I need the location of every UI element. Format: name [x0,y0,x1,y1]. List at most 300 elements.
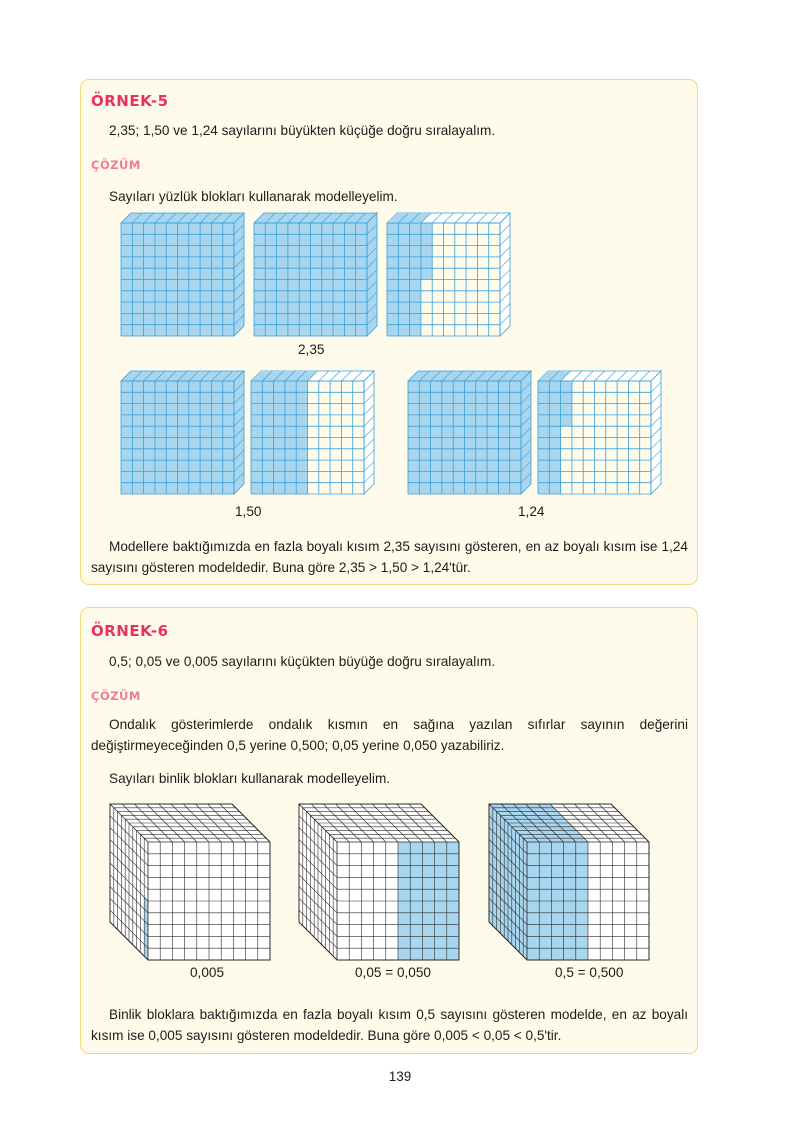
hundred-block-cell [155,392,166,403]
hundred-block-cell [487,449,498,460]
hundred-block-cell [288,313,299,324]
hundred-block-cell [223,404,234,415]
hundred-block-cell [211,257,222,268]
hundred-block-cell [285,449,296,460]
hundred-block-cell [274,471,285,482]
hundred-block-cell [344,268,355,279]
hundred-block-cell [132,268,143,279]
hundred-block-cell [223,449,234,460]
hundred-block-cell [262,404,273,415]
hundred-block-cell [223,483,234,494]
hundred-block-cell [288,246,299,257]
hundred-block-cell [311,223,322,234]
hundred-block-cell [549,404,560,415]
hundred-block-cell [442,483,453,494]
hundred-block-cell [356,280,367,291]
hundred-block-cell [442,415,453,426]
hundred-block-cell [200,280,211,291]
hundred-block-cell [262,392,273,403]
hundred-block-cell [251,460,262,471]
hundred-block-cell [421,257,432,268]
hundred-block-cell [442,392,453,403]
hundred-block-cell [299,234,310,245]
hundred-block-cell [431,449,442,460]
hundred-block-cell [155,438,166,449]
hundred-block-cell [189,438,200,449]
hundred-block-cell [487,426,498,437]
hundred-block-cell [265,246,276,257]
hundred-block-cell [144,460,155,471]
hundred-block-cell [211,438,222,449]
hundred-block-cell [211,392,222,403]
hundred-block-cell [200,483,211,494]
hundred-block-cell [419,471,430,482]
hundred-block-cell [277,234,288,245]
hundred-block-cell [262,460,273,471]
hundred-block-cell [166,246,177,257]
hundred-block-cell [189,471,200,482]
hundred-block-cell [465,471,476,482]
hundred-block-cell [144,438,155,449]
hundred-block-cell [189,381,200,392]
hundred-block-cell [254,313,265,324]
hundred-block-cell [453,471,464,482]
hundred-block-cell [155,415,166,426]
hundred-block-cell [200,392,211,403]
hundred-block-cell [265,325,276,336]
hundred-block-cell [277,313,288,324]
hundred-block-cell [277,302,288,313]
hundred-block-cell [277,325,288,336]
hundred-block-cell [155,313,166,324]
hundred-block-cell [408,415,419,426]
hundred-block-cell [178,257,189,268]
hundred-block-cell [254,223,265,234]
hundred-block-cell [121,257,132,268]
label-0-5: 0,5 = 0,500 [555,965,624,980]
hundred-block-cell [166,223,177,234]
hundred-block-cell [487,381,498,392]
hundred-block-cell [356,223,367,234]
hundred-block-cell [166,325,177,336]
hundred-block-cell [476,426,487,437]
hundred-block-cell [166,426,177,437]
hundred-block-cell [453,392,464,403]
hundred-block-cell [121,460,132,471]
hundred-block-cell [178,223,189,234]
label-1-50: 1,50 [235,504,262,519]
hundred-block-cell [189,483,200,494]
hundred-block-cell [311,246,322,257]
hundred-block-cell [166,302,177,313]
hundred-block-cell [333,325,344,336]
hundred-block-cell [387,291,398,302]
hundred-block-cell [223,246,234,257]
hundred-block-cell [189,280,200,291]
hundred-block-cell [200,381,211,392]
hundred-block-cell [262,415,273,426]
hundred-block-cell [211,415,222,426]
hundred-block-cell [274,392,285,403]
hundred-block-cell [408,460,419,471]
hundred-block-cell [144,291,155,302]
hundred-block-cell [274,415,285,426]
hundred-block-cell [274,483,285,494]
hundred-block-cell [311,291,322,302]
hundred-block-cell [262,426,273,437]
hundred-block-cell [510,415,521,426]
hundred-block-cell [223,426,234,437]
cube-left-shade [144,897,148,960]
hundred-block-cell [132,415,143,426]
hundred-block-cell [132,460,143,471]
hundred-block-cell [333,291,344,302]
hundred-block-cell [189,460,200,471]
hundred-block-cell [121,471,132,482]
hundred-block-cell [223,438,234,449]
hundred-block-cell [262,449,273,460]
hundred-block-cell [538,404,549,415]
example-6-question: 0,5; 0,05 ve 0,005 sayılarını küçükten büyüğe doğru sıralayalım. [109,654,496,669]
hundred-block-cell [510,460,521,471]
hundred-block-cell [121,438,132,449]
example-5-solution-label: ÇÖZÜM [91,158,141,172]
hundred-block-cell [189,291,200,302]
hundred-block-cell [265,302,276,313]
hundred-block-cell [356,325,367,336]
hundred-block-cell [356,257,367,268]
hundred-block-cell [410,234,421,245]
hundred-block-cell [178,381,189,392]
hundred-block-cell [410,325,421,336]
hundred-block-cell [288,234,299,245]
hundred-block-cell [299,257,310,268]
hundred-block-cell [121,392,132,403]
hundred-block-cell [200,268,211,279]
hundred-block-cell [178,246,189,257]
hundred-block-cell [453,381,464,392]
hundred-block-cell [510,438,521,449]
hundred-block-cell [288,223,299,234]
hundred-block-cell [251,449,262,460]
example-6-conclusion: Binlik bloklara baktığımızda en fazla boyalı kısım 0,5 sayısını gösteren modelde, en az boyalı kısım ise 0,005 sayısını gösteren modeldedir. Buna göre 0,005 < 0,05 < 0,5'tir. [91,1007,688,1043]
hundred-block-cell [155,426,166,437]
hundred-block-cell [211,449,222,460]
hundred-block-cell [166,438,177,449]
hundred-block-cell [178,313,189,324]
hundred-block-cell [311,302,322,313]
hundred-block-cell [487,460,498,471]
hundred-block-cell [453,415,464,426]
hundred-block-cell [265,257,276,268]
hundred-block-cell [561,404,572,415]
hundred-block-cell [442,404,453,415]
hundred-block-cell [254,302,265,313]
hundred-block-cell [465,460,476,471]
hundred-block-cell [166,291,177,302]
hundred-block-cell [178,234,189,245]
hundred-block-cell [549,392,560,403]
hundred-block-cell [465,438,476,449]
hundred-block-cell [132,223,143,234]
hundred-block-cell [288,268,299,279]
hundred-block-cell [311,257,322,268]
hundred-block-cell [299,302,310,313]
hundred-block-cell [144,223,155,234]
hundred-block-cell [387,257,398,268]
hundred-block-cell [211,246,222,257]
hundred-block-cell [166,313,177,324]
hundred-block-cell [265,313,276,324]
hundred-block-cell [408,471,419,482]
hundred-block-cell [296,426,307,437]
hundred-block-cell [189,449,200,460]
hundred-block-cell [121,449,132,460]
hundred-block-cell [211,291,222,302]
hundred-block-cell [265,268,276,279]
hundred-block-cell [398,268,409,279]
hundred-block-cell [538,415,549,426]
hundred-block-cell [189,325,200,336]
hundred-block-cell [398,280,409,291]
hundred-block-cell [465,449,476,460]
hundred-block-cell [410,223,421,234]
hundred-block-cell [311,268,322,279]
hundred-block-cell [211,325,222,336]
hundred-block-cell [285,426,296,437]
hundred-block-cell [344,302,355,313]
hundred-block-cell [333,268,344,279]
hundred-block-cell [155,381,166,392]
hundred-block-cell [251,415,262,426]
hundred-block-cell [132,426,143,437]
hundred-block-cell [398,223,409,234]
hundred-block-cell [356,268,367,279]
hundred-block-cell [453,438,464,449]
hundred-block-cell [155,449,166,460]
hundred-block-cell [132,438,143,449]
hundred-block-cell [442,438,453,449]
hundred-block-cell [144,381,155,392]
hundred-block-cell [322,325,333,336]
hundred-block-cell [223,471,234,482]
hundred-block-cell [155,268,166,279]
hundred-block-cell [144,392,155,403]
hundred-block-cell [132,257,143,268]
hundred-block-cell [356,302,367,313]
hundred-block-cell [431,438,442,449]
hundred-block-cell [211,381,222,392]
hundred-block-cell [121,291,132,302]
hundred-block-cell [408,438,419,449]
hundred-block-cell [121,268,132,279]
hundred-block-cell [251,381,262,392]
hundred-block-cell [476,404,487,415]
hundred-block-cell [132,325,143,336]
hundred-block-cell [410,246,421,257]
hundred-block-cell [431,381,442,392]
hundred-block-cell [211,280,222,291]
hundred-block-cell [132,471,143,482]
hundred-block-cell [254,291,265,302]
hundred-block-cell [200,246,211,257]
hundred-block-cell [178,302,189,313]
hundred-block-cell [132,313,143,324]
hundred-block-cell [200,438,211,449]
hundred-block-cell [200,325,211,336]
hundred-block-cell [211,426,222,437]
hundred-block-cell [155,325,166,336]
hundred-block-cell [549,426,560,437]
hundred-block-cell [166,381,177,392]
hundred-block-cell [311,280,322,291]
hundred-block-cell [476,381,487,392]
hundred-block-cell [132,291,143,302]
hundred-block-cell [200,313,211,324]
hundred-block-cell [538,483,549,494]
hundred-block-cell [223,302,234,313]
hundred-block-cell [442,449,453,460]
hundred-block-cell [333,280,344,291]
hundred-block-cell [121,302,132,313]
hundred-block-cell [144,302,155,313]
hundred-block-cell [262,381,273,392]
hundred-block-cell [561,392,572,403]
example-6-intro: Sayıları binlik blokları kullanarak modelleyelim. [109,771,391,786]
hundred-block-cell [178,415,189,426]
hundred-block-cell [408,381,419,392]
hundred-block-cell [155,404,166,415]
hundred-block-cell [274,381,285,392]
page-number: 139 [388,1069,412,1084]
hundred-block-cell [189,302,200,313]
hundred-block-cell [299,280,310,291]
hundred-block-cell [322,280,333,291]
hundred-block-cell [410,313,421,324]
hundred-block-cell [189,223,200,234]
hundred-block-cell [132,449,143,460]
hundred-block-cell [144,325,155,336]
hundred-block-cell [476,449,487,460]
hundred-block-cell [178,483,189,494]
hundred-block-cell [211,471,222,482]
hundred-block-cell [251,392,262,403]
hundred-block-cell [299,268,310,279]
hundred-block-cell [453,460,464,471]
hundred-block-cell [498,471,509,482]
hundred-block-cell [277,280,288,291]
hundred-block-cell [333,257,344,268]
hundred-block-cell [549,471,560,482]
hundred-block-cell [498,483,509,494]
hundred-block-cell [387,223,398,234]
hundred-block-cell [398,313,409,324]
hundred-block-cell [211,234,222,245]
hundred-block-cell [311,325,322,336]
hundred-block-cell [431,426,442,437]
hundred-block-cell [510,471,521,482]
hundred-block-cell [155,460,166,471]
hundred-block-cell [178,325,189,336]
hundred-block-cell [333,246,344,257]
hundred-block-cell [410,302,421,313]
hundred-block-cell [251,471,262,482]
hundred-block-cell [132,392,143,403]
hundred-block-cell [431,471,442,482]
hundred-block-cell [178,268,189,279]
hundred-block-cell [322,246,333,257]
hundred-block-cell [155,483,166,494]
hundred-block-cell [421,268,432,279]
hundred-block-cell [178,280,189,291]
hundred-block-cell [285,392,296,403]
hundred-block-cell [356,291,367,302]
hundred-block-cell [510,483,521,494]
hundred-block-cell [189,313,200,324]
hundred-block-cell [132,234,143,245]
example-5-conclusion: Modellere baktığımızda en fazla boyalı kısım 2,35 sayısını gösteren, en az boyalı kısım ise 1,24 sayısını gösteren modeldedir. Buna göre 2,35 > 1,50 > 1,24'tür. [91,539,688,575]
hundred-block-cell [421,246,432,257]
hundred-block-cell [465,483,476,494]
hundred-block-cell [277,268,288,279]
example-5-heading: ÖRNEK-5 [91,92,169,110]
hundred-block-cell [538,392,549,403]
hundred-block-cell [285,460,296,471]
hundred-block-cell [254,234,265,245]
hundred-block-cell [442,381,453,392]
hundred-block-cell [200,234,211,245]
hundred-block-cell [398,234,409,245]
hundred-block-cell [166,449,177,460]
hundred-block-cell [344,280,355,291]
hundred-block-cell [410,280,421,291]
hundred-block-cell [223,280,234,291]
hundred-block-cell [453,449,464,460]
hundred-block-cell [223,223,234,234]
hundred-block-cell [132,302,143,313]
hundred-block-cell [262,438,273,449]
hundred-block-cell [200,404,211,415]
hundred-block-cell [200,449,211,460]
hundred-block-cell [200,460,211,471]
hundred-block-cell [419,483,430,494]
hundred-block-cell [419,449,430,460]
hundred-block-cell [285,404,296,415]
hundred-block-cell [288,325,299,336]
hundred-block-cell [498,426,509,437]
hundred-block-cell [322,257,333,268]
hundred-block-cell [166,257,177,268]
hundred-block-cell [285,381,296,392]
hundred-block-cell [299,291,310,302]
hundred-block-cell [299,313,310,324]
hundred-block-cell [431,404,442,415]
hundred-block-cell [322,234,333,245]
hundred-block-cell [178,471,189,482]
hundred-block-cell [410,257,421,268]
hundred-block-cell [200,291,211,302]
hundred-block-cell [387,313,398,324]
hundred-block-cell [178,460,189,471]
hundred-block-cell [200,257,211,268]
hundred-block-cell [476,415,487,426]
hundred-block-cell [144,471,155,482]
hundred-block-cell [285,415,296,426]
hundred-block-cell [419,381,430,392]
hundred-block-cell [421,223,432,234]
hundred-block-cell [189,246,200,257]
hundred-block-cell [465,426,476,437]
